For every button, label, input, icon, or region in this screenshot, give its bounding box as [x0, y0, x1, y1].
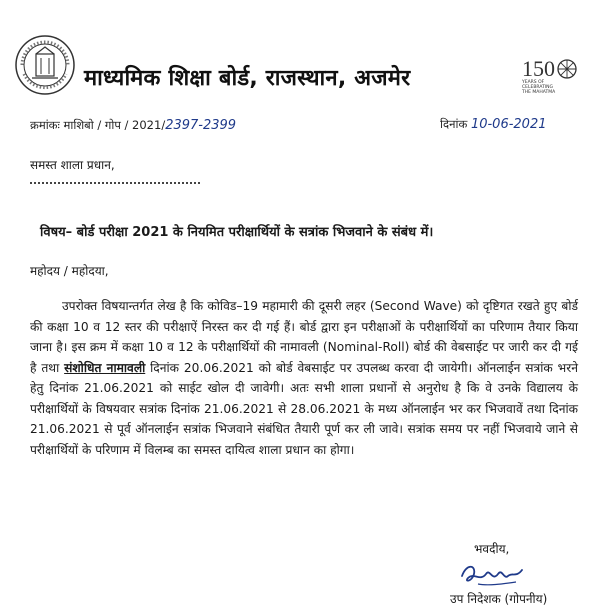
designation: उप निदेशक (गोपनीय)	[450, 592, 548, 606]
letter-date	[440, 117, 547, 132]
salutation: महोदय / महोदया,	[30, 264, 109, 278]
letter-body	[30, 296, 578, 460]
subject-line: विषय– बोर्ड परीक्षा 2021 के नियमित परीक्षार्थियों के सत्रांक भिजवाने के संबंध में।	[40, 225, 434, 240]
body-part-2: दिनांक 20.06.2021 को बोर्ड वेबसाईट पर उपलब्ध करवा दी जायेगी। ऑनलाईन सत्रांक भरने हेतु दिनांक 21.06.2021 को साईट खोल दी जावेगी। अतः सभी शाला प्रधानों से अनुरोध है कि वे उनके विद्यालय के परीक्षार्थियों के विषयवार सत्रांक दिनांक 21.06.2021 से 28.06.2021 के मध्य ऑनलाईन भर कर भिजवावें तथा दिनांक 21.06.2021 से पूर्व ऑनलाईन सत्रांक भिजवाने संबंधित तैयारी पूर्ण कर ली जावे। सत्रांक समय पर नहीं भिजवाये जाने से परीक्षार्थियों के परिणाम में विलम्ब का समस्त दायित्व शाला प्रधान का होगा।	[30, 360, 578, 457]
closing: भवदीय,	[474, 542, 510, 556]
date-handwritten-value: 10-06-2021	[470, 117, 547, 132]
reference-number	[30, 118, 236, 133]
organization-title: माध्यमिक शिक्षा बोर्ड, राजस्थान, अजमेर	[84, 66, 411, 91]
date-label: दिनांक	[440, 117, 468, 131]
board-seal-logo	[14, 34, 76, 96]
addressee: समस्त शाला प्रधान,	[30, 158, 115, 172]
mahatma-150-logo	[520, 52, 580, 102]
mahatma-150-number: 150	[522, 56, 555, 81]
signature	[458, 556, 528, 590]
mahatma-150-caption: YEARS OF CELEBRATING THE MAHATMA	[522, 80, 556, 95]
body-bold-phrase: संशोधित नामावली	[64, 360, 146, 375]
dotted-line	[30, 178, 200, 184]
charkha-icon	[556, 58, 578, 80]
body-part-1: उपरोक्त विषयान्तर्गत लेख है कि कोविड–19 महामारी की दूसरी लहर (Second Wave) को दृष्टिगत रखते हुए बोर्ड की कक्षा 10 व 12 स्तर की परीक्षाऐं निरस्त कर दी गई हैं। बोर्ड द्वारा इन परीक्षाओं के परीक्षार्थियों का परिणाम तैयार किया जाना है। इस क्रम में कक्षा 10 व 12 के परीक्षार्थियों की नामावली (Nominal-Roll) बोर्ड की वेबसाईट पर जारी कर दी गई है तथा	[30, 299, 578, 375]
reference-label: क्रमांकः माशिबो / गोप / 2021/	[30, 118, 166, 132]
reference-handwritten-number: 2397-2399	[165, 118, 237, 133]
